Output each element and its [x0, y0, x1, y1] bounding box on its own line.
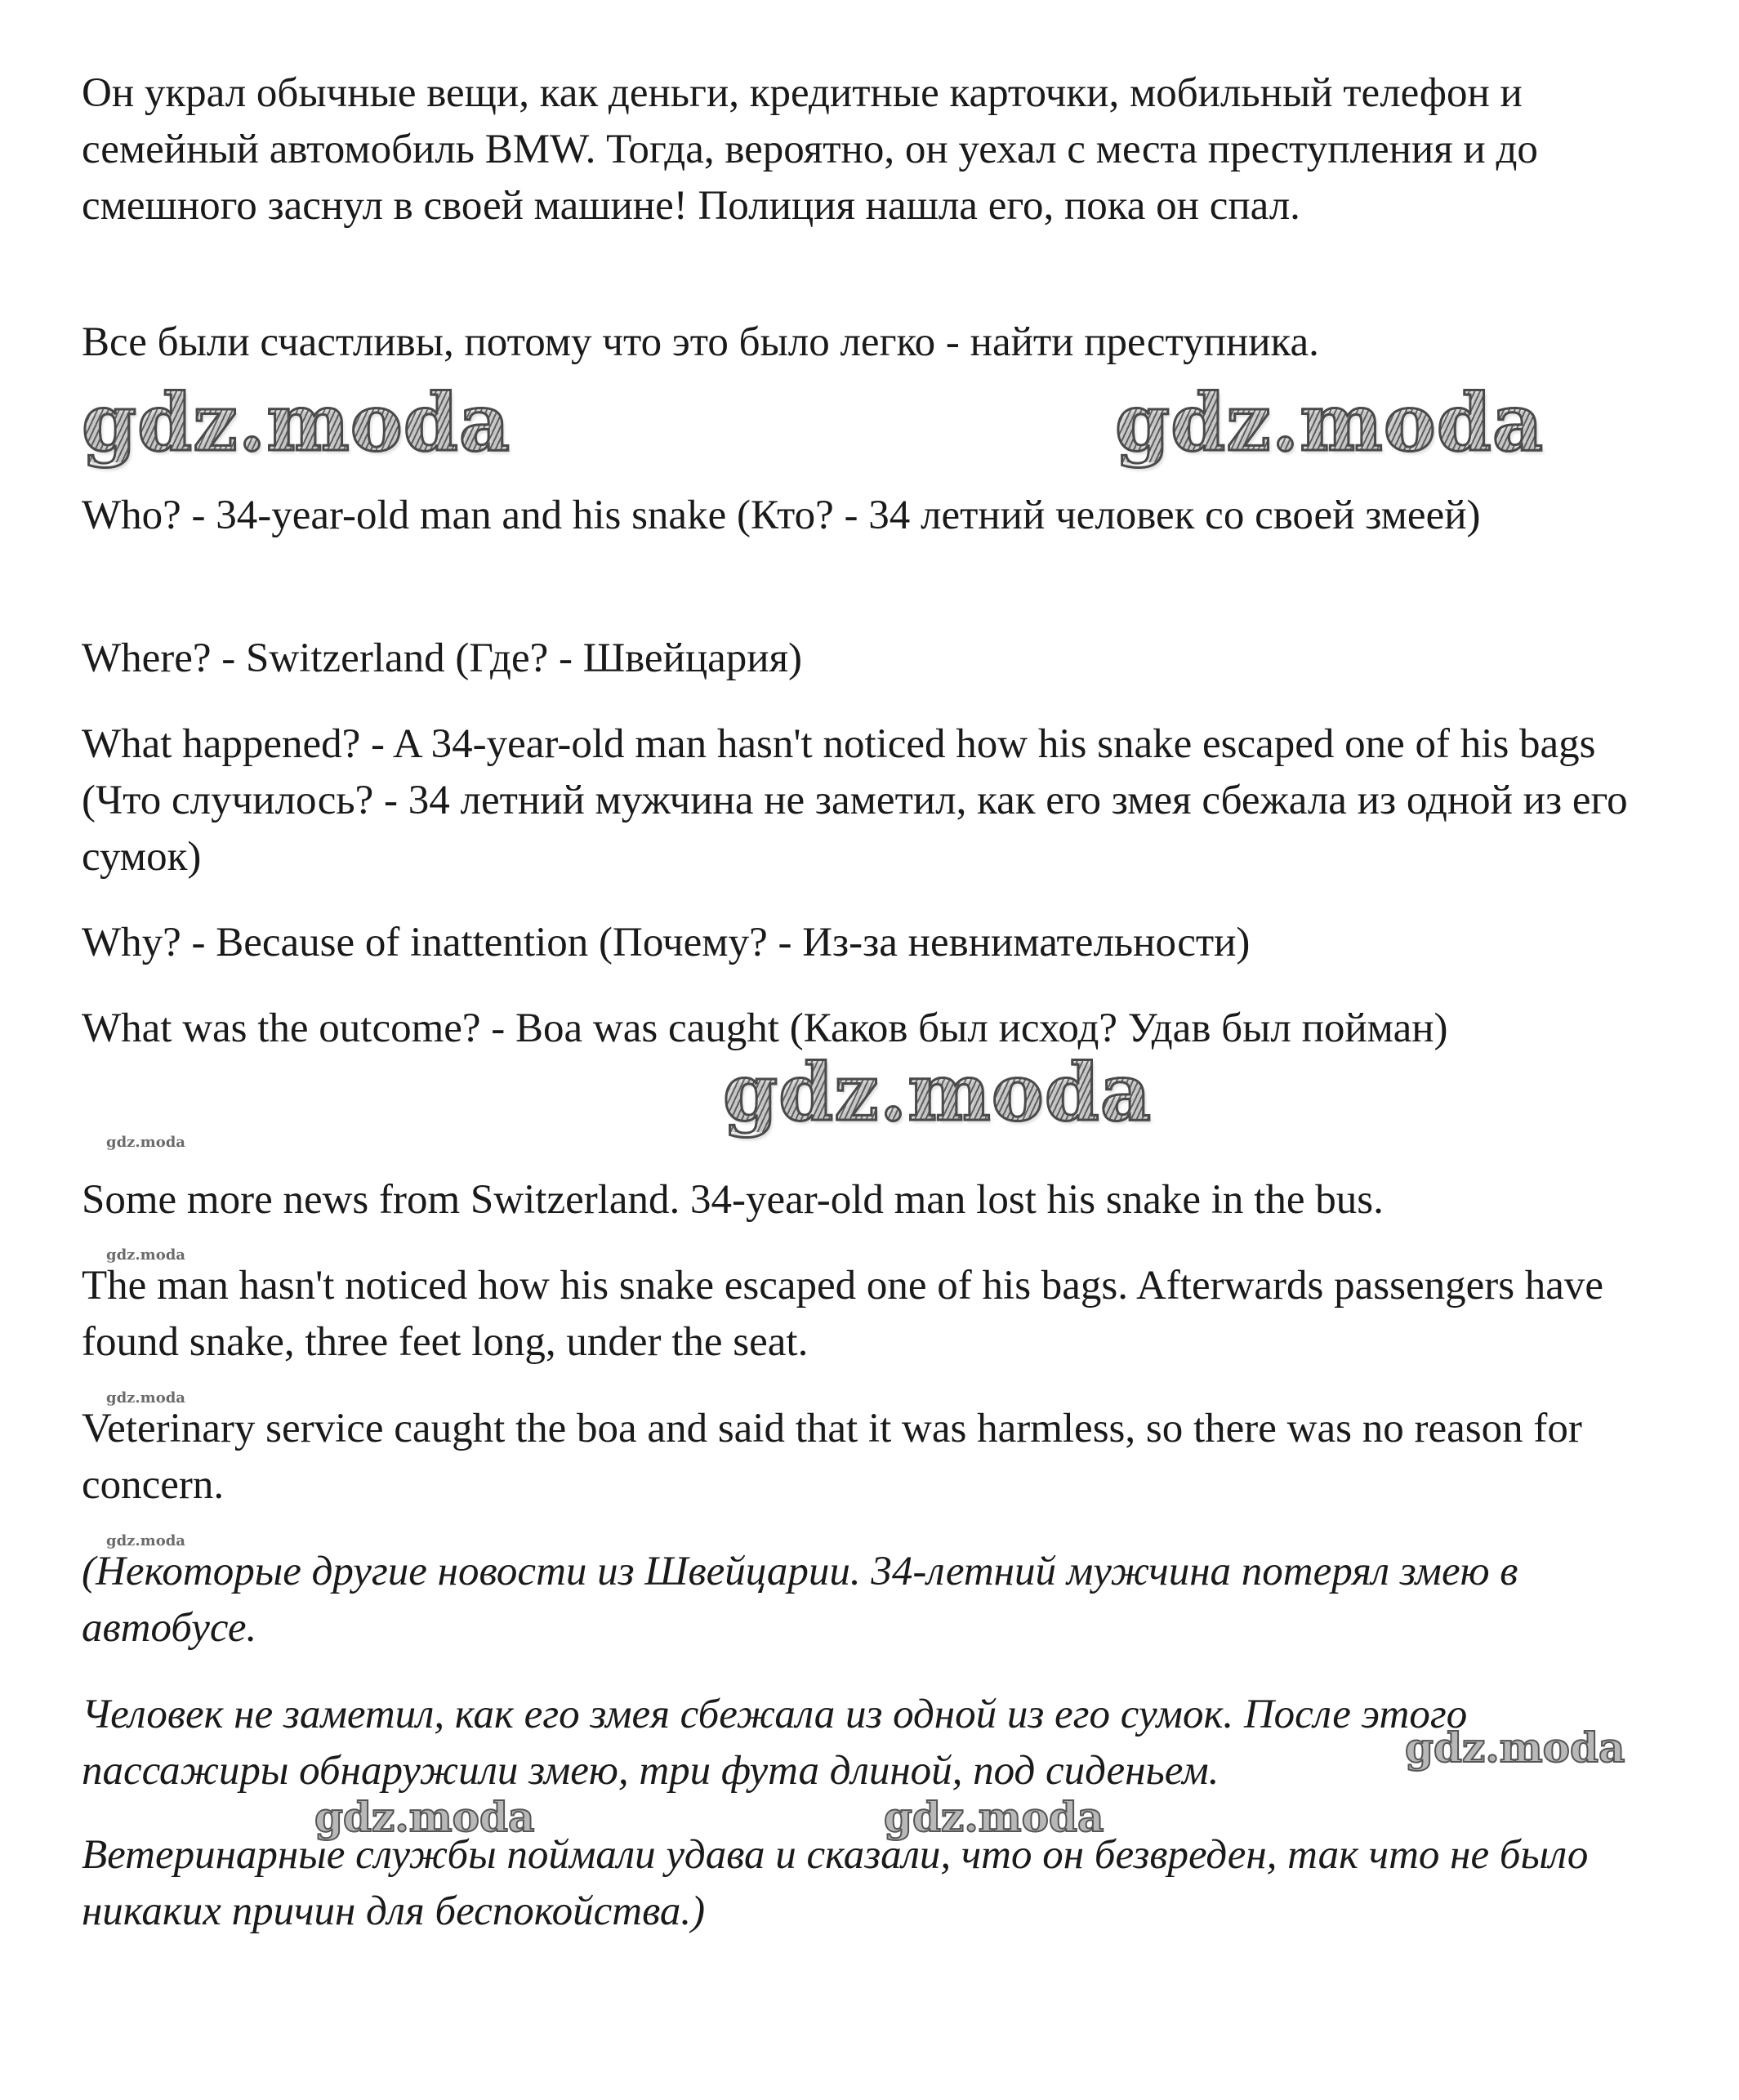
watermark-small: gdz.moda [106, 1389, 185, 1407]
watermark-logo: gdz.moda [1115, 377, 1545, 469]
paragraph-news-intro: Some more news from Switzerland. 34-year-old man lost his snake in the bus. [82, 1177, 1384, 1223]
paragraph-everyone-happy: Все были счастливы, потому что это было легко - найти преступника. [82, 319, 1319, 365]
watermark-logo: gdz.moda [884, 1793, 1104, 1841]
paragraph-theft-story: Он украл обычные вещи, как деньги, кредитные карточки, мобильный телефон и семейный автомобиль BMW. Тогда, вероятно, он уехал с места преступления и до смешного заснул в своей машине! Полиция нашла его, пока он спал. [82, 70, 1538, 229]
paragraph-translation-details: Человек не заметил, как его змея сбежала из одной из его сумок. После этого пассажиры обнаружили змею, три фута длиной, под сиденьем. [82, 1692, 1468, 1794]
paragraph-veterinary: Veterinary service caught the boa and said that it was harmless, so there was no reason for concern. [82, 1406, 1582, 1508]
paragraph-who: Who? - 34-year-old man and his snake (Кто? - 34 летний человек со своей змеей) [82, 493, 1481, 538]
watermark-small: gdz.moda [106, 1246, 185, 1264]
watermark-small: gdz.moda [106, 1532, 185, 1549]
watermark-small: gdz.moda [106, 1134, 185, 1151]
paragraph-where: Where? - Switzerland (Где? - Швейцария) [82, 635, 803, 681]
paragraph-why: Why? - Because of inattention (Почему? - Из-за невнимательности) [82, 920, 1251, 965]
watermark-logo: gdz.moda [1405, 1723, 1625, 1772]
watermark-logo: gdz.moda [723, 1046, 1153, 1139]
paragraph-news-details: The man hasn't noticed how his snake escaped one of his bags. Afterwards passengers have found snake, three feet long, under the seat. [82, 1263, 1604, 1365]
watermark-logo: gdz.moda [82, 377, 511, 469]
paragraph-what-happened: What happened? - A 34-year-old man hasn't noticed how his snake escaped one of his bags (Что случилось? - 34 летний мужчина не заметил, как его змея сбежала из одной из его сумок) [82, 721, 1628, 880]
paragraph-translation-veterinary: Ветеринарные службы поймали удава и сказали, что он безвреден, так что не было никаких причин для беспокойства.) [82, 1832, 1589, 1934]
paragraph-translation-intro: (Некоторые другие новости из Швейцарии. 34-летний мужчина потерял змею в автобусе. [82, 1549, 1518, 1651]
watermark-logo: gdz.moda [314, 1793, 535, 1841]
paragraph-outcome: What was the outcome? - Boa was caught (Каков был исход? Удав был пойман) [82, 1005, 1448, 1051]
